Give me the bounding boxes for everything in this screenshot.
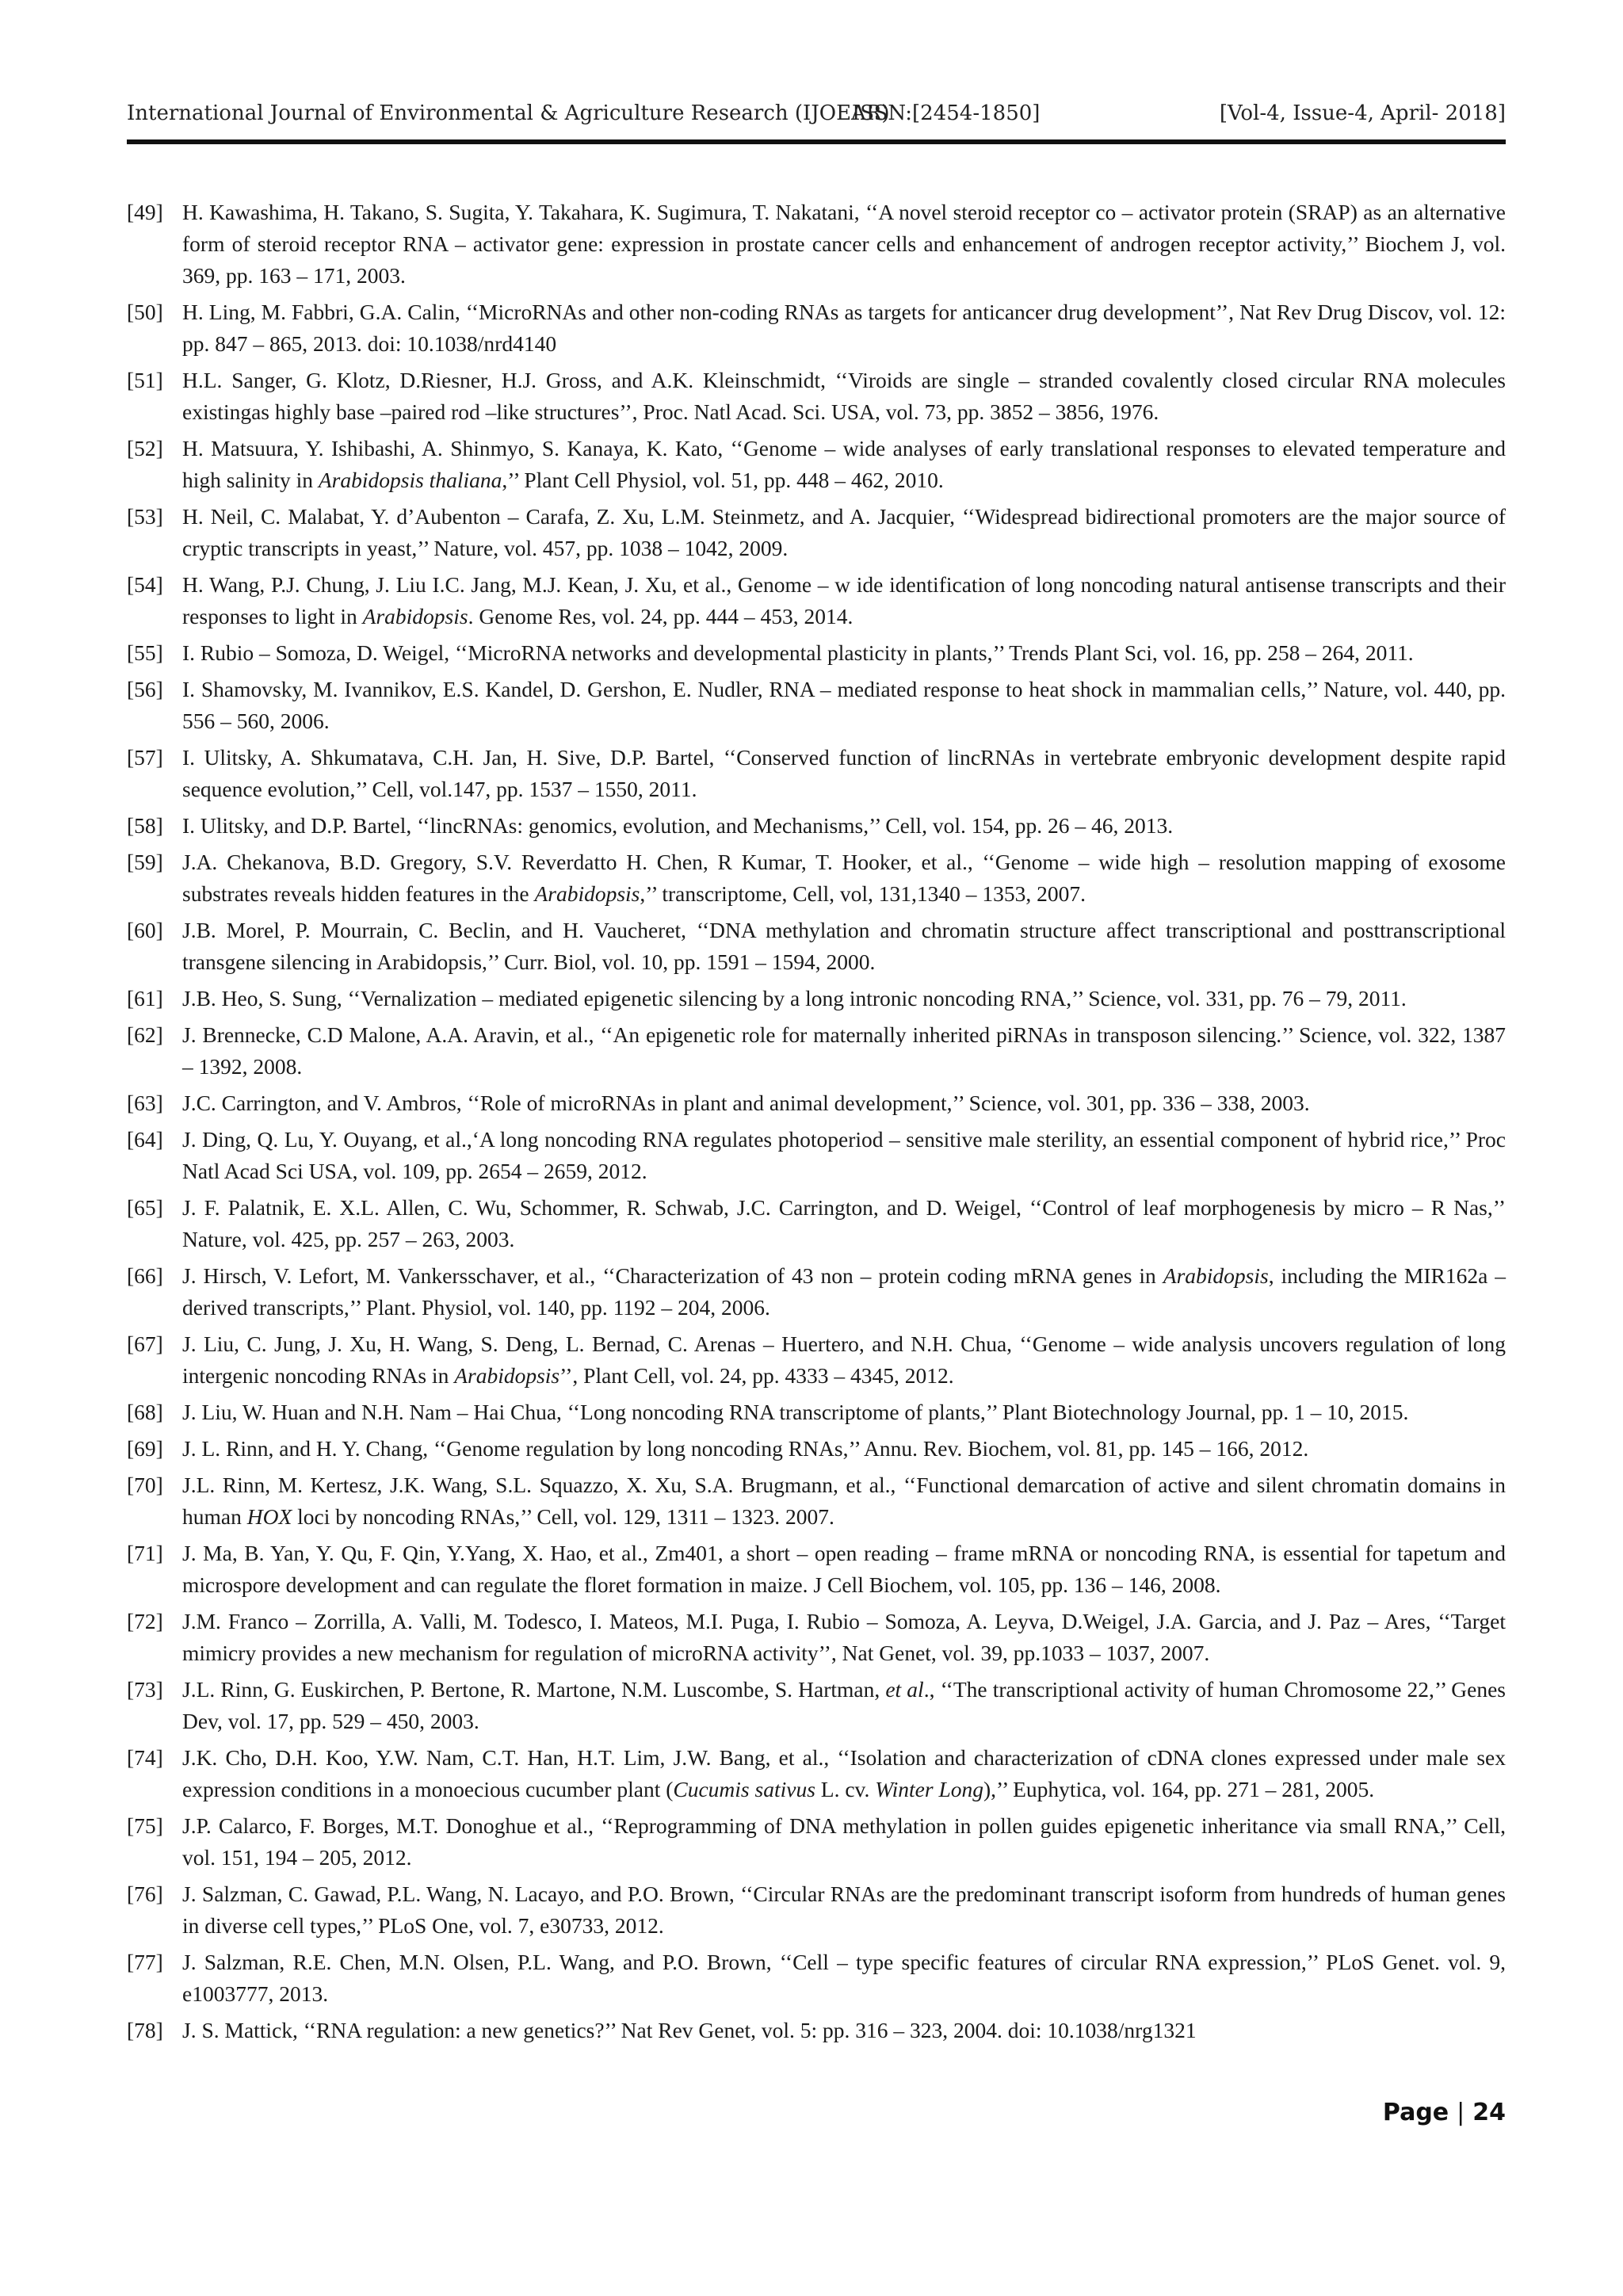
reference-item	[127, 846, 1506, 910]
reference-item	[127, 1328, 1506, 1392]
reference-number: [69]	[127, 1436, 163, 1461]
reference-number: [55]	[127, 640, 163, 665]
reference-item	[127, 637, 1506, 669]
volume-issue-label: [Vol-4, Issue-4, April- 2018]	[1219, 101, 1506, 125]
reference-text: J.L. Rinn, G. Euskirchen, P. Bertone, R. Martone, N.M. Luscombe, S. Hartman, et al., ‘‘The transcriptional activity of human Chromosome 22,’’ Genes Dev, vol. 17, pp. 529 – 450, 2003.	[182, 1677, 1506, 1733]
reference-item	[127, 915, 1506, 978]
reference-text: J.B. Morel, P. Mourrain, C. Beclin, and H. Vaucheret, ‘‘DNA methylation and chromatin structure affect transcriptional and posttranscriptional transgene silencing in Arabidopsis,’’ Curr. Biol, vol. 10, pp. 1591 – 1594, 2000.	[182, 918, 1506, 974]
reference-number: [56]	[127, 677, 163, 701]
reference-item	[127, 197, 1506, 292]
reference-item	[127, 674, 1506, 737]
reference-number: [51]	[127, 368, 163, 392]
reference-item	[127, 1538, 1506, 1601]
reference-item	[127, 742, 1506, 805]
reference-item	[127, 1810, 1506, 1874]
reference-item	[127, 1124, 1506, 1187]
header-rule	[127, 139, 1506, 144]
reference-text: I. Shamovsky, M. Ivannikov, E.S. Kandel, D. Gershon, E. Nudler, RNA – mediated response to heat shock in mammalian cells,’’ Nature, vol. 440, pp. 556 – 560, 2006.	[182, 677, 1506, 733]
reference-number: [65]	[127, 1195, 163, 1220]
reference-item	[127, 1260, 1506, 1324]
journal-title: International Journal of Environmental & Agriculture Research (IJOEAR)	[127, 101, 890, 125]
reference-text: J. Ma, B. Yan, Y. Qu, F. Qin, Y.Yang, X. Hao, et al., Zm401, a short – open reading – frame mRNA or noncoding RNA, is essential for tapetum and microspore development and can regulate the floret formation in maize. J Cell Biochem, vol. 105, pp. 136 – 146, 2008.	[182, 1541, 1506, 1597]
reference-text: J. F. Palatnik, E. X.L. Allen, C. Wu, Schommer, R. Schwab, J.C. Carrington, and D. Weigel, ‘‘Control of leaf morphogenesis by micro – R Nas,’’ Nature, vol. 425, pp. 257 – 263, 2003.	[182, 1195, 1506, 1251]
reference-number: [52]	[127, 436, 163, 460]
reference-item	[127, 365, 1506, 428]
reference-number: [63]	[127, 1091, 163, 1115]
reference-item	[127, 296, 1506, 360]
reference-text: J. Salzman, R.E. Chen, M.N. Olsen, P.L. Wang, and P.O. Brown, ‘‘Cell – type specific features of circular RNA expression,’’ PLoS Genet. vol. 9, e1003777, 2013.	[182, 1950, 1506, 2006]
reference-text: I. Ulitsky, A. Shkumatava, C.H. Jan, H. Sive, D.P. Bartel, ‘‘Conserved function of lincRNAs in vertebrate embryonic development despite rapid sequence evolution,’’ Cell, vol.147, pp. 1537 – 1550, 2011.	[182, 745, 1506, 801]
reference-text: J. Liu, W. Huan and N.H. Nam – Hai Chua, ‘‘Long noncoding RNA transcriptome of plants,’’ Plant Biotechnology Journal, pp. 1 – 10, 2015.	[182, 1400, 1409, 1424]
reference-number: [57]	[127, 745, 163, 770]
reference-number: [60]	[127, 918, 163, 942]
reference-item	[127, 569, 1506, 632]
reference-number: [76]	[127, 1881, 163, 1906]
page-header	[127, 94, 1506, 141]
reference-number: [66]	[127, 1263, 163, 1288]
reference-text: J.C. Carrington, and V. Ambros, ‘‘Role of microRNAs in plant and animal development,’’ Science, vol. 301, pp. 336 – 338, 2003.	[182, 1091, 1310, 1115]
page-number: 24	[1472, 2099, 1506, 2126]
reference-number: [77]	[127, 1950, 163, 1974]
reference-item	[127, 1742, 1506, 1805]
reference-number: [70]	[127, 1473, 163, 1497]
reference-item	[127, 810, 1506, 842]
reference-item	[127, 1606, 1506, 1669]
reference-item	[127, 2015, 1506, 2046]
reference-text: J. Hirsch, V. Lefort, M. Vankersschaver, et al., ‘‘Characterization of 43 non – protein coding mRNA genes in Arabidopsis, including the MIR162a – derived transcripts,’’ Plant. Physiol, vol. 140, pp. 1192 – 204, 2006.	[182, 1263, 1506, 1320]
reference-text: H. Neil, C. Malabat, Y. d’Aubenton – Carafa, Z. Xu, L.M. Steinmetz, and A. Jacquier, ‘‘Widespread bidirectional promoters are the major source of cryptic transcripts in yeast,’’ Nature, vol. 457, pp. 1038 – 1042, 2009.	[182, 504, 1506, 560]
reference-text: I. Ulitsky, and D.P. Bartel, ‘‘lincRNAs: genomics, evolution, and Mechanisms,’’ Cell, vol. 154, pp. 26 – 46, 2013.	[182, 813, 1174, 838]
reference-text: H. Ling, M. Fabbri, G.A. Calin, ‘‘MicroRNAs and other non-coding RNAs as targets for anticancer drug development’’, Nat Rev Drug Discov, vol. 12: pp. 847 – 865, 2013. doi: 10.1038/nrd4140	[182, 300, 1506, 356]
reference-number: [53]	[127, 504, 163, 529]
reference-number: [72]	[127, 1609, 163, 1633]
reference-item	[127, 433, 1506, 496]
reference-text: J.L. Rinn, M. Kertesz, J.K. Wang, S.L. Squazzo, X. Xu, S.A. Brugmann, et al., ‘‘Functional demarcation of active and silent chromatin domains in human HOX loci by noncoding RNAs,’’ Cell, vol. 129, 1311 – 1323. 2007.	[182, 1473, 1506, 1529]
reference-text: H. Kawashima, H. Takano, S. Sugita, Y. Takahara, K. Sugimura, T. Nakatani, ‘‘A novel steroid receptor co – activator protein (SRAP) as an alternative form of steroid receptor RNA – activator gene: expression in prostate cancer cells and enhancement of androgen receptor activity,’’ Biochem J, vol. 369, pp. 163 – 171, 2003.	[182, 200, 1506, 288]
reference-item	[127, 1019, 1506, 1083]
reference-number: [58]	[127, 813, 163, 838]
reference-text: J. Brennecke, C.D Malone, A.A. Aravin, et al., ‘‘An epigenetic role for maternally inherited piRNAs in transposon silencing.’’ Science, vol. 322, 1387 – 1392, 2008.	[182, 1022, 1506, 1079]
reference-text: J.K. Cho, D.H. Koo, Y.W. Nam, C.T. Han, H.T. Lim, J.W. Bang, et al., ‘‘Isolation and characterization of cDNA clones expressed under male sex expression conditions in a monoecious cucumber plant (Cucumis sativus L. cv. Winter Long),’’ Euphytica, vol. 164, pp. 271 – 281, 2005.	[182, 1745, 1506, 1801]
reference-text: J. Ding, Q. Lu, Y. Ouyang, et al.,‘A long noncoding RNA regulates photoperiod – sensitive male sterility, an essential component of hybrid rice,’’ Proc Natl Acad Sci USA, vol. 109, pp. 2654 – 2659, 2012.	[182, 1127, 1506, 1183]
reference-number: [78]	[127, 2018, 163, 2042]
reference-text: J. Salzman, C. Gawad, P.L. Wang, N. Lacayo, and P.O. Brown, ‘‘Circular RNAs are the predominant transcript isoform from hundreds of human genes in diverse cell types,’’ PLoS One, vol. 7, e30733, 2012.	[182, 1881, 1506, 1938]
page-separator: |	[1457, 2099, 1465, 2126]
reference-text: H. Matsuura, Y. Ishibashi, A. Shinmyo, S. Kanaya, K. Kato, ‘‘Genome – wide analyses of early translational responses to elevated temperature and high salinity in Arabidopsis thaliana,’’ Plant Cell Physiol, vol. 51, pp. 448 – 462, 2010.	[182, 436, 1506, 492]
reference-number: [73]	[127, 1677, 163, 1702]
reference-item	[127, 1396, 1506, 1428]
reference-number: [67]	[127, 1331, 163, 1356]
reference-item	[127, 1192, 1506, 1255]
reference-text: H. Wang, P.J. Chung, J. Liu I.C. Jang, M.J. Kean, J. Xu, et al., Genome – w ide identification of long noncoding natural antisense transcripts and their responses to light in Arabidopsis. Genome Res, vol. 24, pp. 444 – 453, 2014.	[182, 572, 1506, 628]
reference-item	[127, 1878, 1506, 1942]
reference-item	[127, 1469, 1506, 1533]
reference-item	[127, 1674, 1506, 1737]
page-label: Page	[1382, 2099, 1449, 2126]
reference-item	[127, 983, 1506, 1014]
reference-item	[127, 1087, 1506, 1119]
reference-number: [62]	[127, 1022, 163, 1047]
reference-item	[127, 1433, 1506, 1465]
reference-text: I. Rubio – Somoza, D. Weigel, ‘‘MicroRNA networks and developmental plasticity in plants,’’ Trends Plant Sci, vol. 16, pp. 258 – 264, 2011.	[182, 640, 1414, 665]
reference-item	[127, 1946, 1506, 2010]
reference-text: J. Liu, C. Jung, J. Xu, H. Wang, S. Deng, L. Bernad, C. Arenas – Huertero, and N.H. Chua, ‘‘Genome – wide analysis uncovers regulation of long intergenic noncoding RNAs in Arabidopsis’’, Plant Cell, vol. 24, pp. 4333 – 4345, 2012.	[182, 1331, 1506, 1388]
page-footer	[1383, 2099, 1506, 2126]
reference-number: [64]	[127, 1127, 163, 1152]
reference-item	[127, 501, 1506, 564]
reference-number: [71]	[127, 1541, 163, 1565]
reference-number: [74]	[127, 1745, 163, 1770]
reference-number: [54]	[127, 572, 163, 597]
reference-text: J.B. Heo, S. Sung, ‘‘Vernalization – mediated epigenetic silencing by a long intronic noncoding RNA,’’ Science, vol. 331, pp. 76 – 79, 2011.	[182, 986, 1407, 1010]
reference-text: H.L. Sanger, G. Klotz, D.Riesner, H.J. Gross, and A.K. Kleinschmidt, ‘‘Viroids are single – stranded covalently closed circular RNA molecules existingas highly base –paired rod –like structures’’, Proc. Natl Acad. Sci. USA, vol. 73, pp. 3852 – 3856, 1976.	[182, 368, 1506, 424]
reference-text: J.A. Chekanova, B.D. Gregory, S.V. Reverdatto H. Chen, R Kumar, T. Hooker, et al., ‘‘Genome – wide high – resolution mapping of exosome substrates reveals hidden features in the Arabidopsis,’’ transcriptome, Cell, vol, 131,1340 – 1353, 2007.	[182, 850, 1506, 906]
reference-list	[127, 197, 1506, 2051]
reference-number: [75]	[127, 1813, 163, 1838]
reference-number: [68]	[127, 1400, 163, 1424]
reference-text: J.P. Calarco, F. Borges, M.T. Donoghue et al., ‘‘Reprogramming of DNA methylation in pollen guides epigenetic inheritance via small RNA,’’ Cell, vol. 151, 194 – 205, 2012.	[182, 1813, 1506, 1870]
reference-number: [59]	[127, 850, 163, 874]
issn-label: ISSN:[2454-1850]	[852, 101, 1041, 125]
reference-text: J. S. Mattick, ‘‘RNA regulation: a new genetics?’’ Nat Rev Genet, vol. 5: pp. 316 – 323, 2004. doi: 10.1038/nrg1321	[182, 2018, 1197, 2042]
reference-number: [61]	[127, 986, 163, 1010]
reference-text: J. L. Rinn, and H. Y. Chang, ‘‘Genome regulation by long noncoding RNAs,’’ Annu. Rev. Biochem, vol. 81, pp. 145 – 166, 2012.	[182, 1436, 1309, 1461]
reference-number: [49]	[127, 200, 163, 224]
reference-number: [50]	[127, 300, 163, 324]
reference-text: J.M. Franco – Zorrilla, A. Valli, M. Todesco, I. Mateos, M.I. Puga, I. Rubio – Somoza, A. Leyva, D.Weigel, J.A. Garcia, and J. Paz – Ares, ‘‘Target mimicry provides a new mechanism for regulation of microRNA activity’’, Nat Genet, vol. 39, pp.1033 – 1037, 2007.	[182, 1609, 1506, 1665]
